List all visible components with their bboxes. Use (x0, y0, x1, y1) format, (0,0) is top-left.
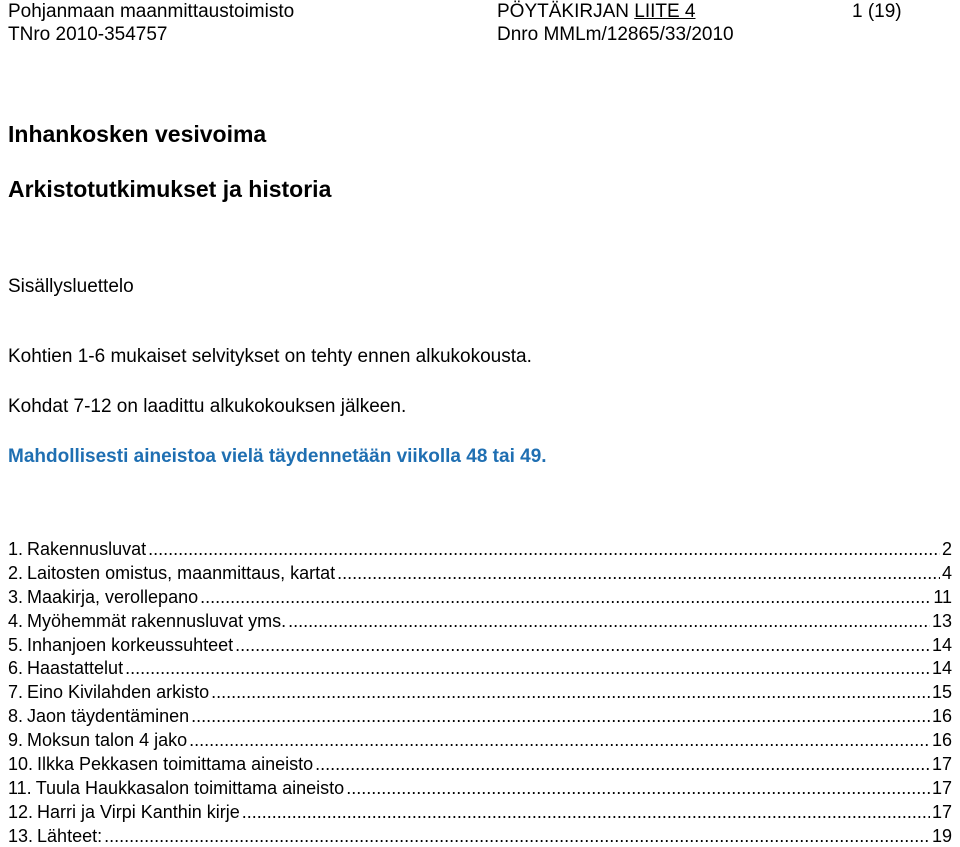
page-indicator: 1 (19) (852, 1, 902, 22)
toc-item-label: Maakirja, verollepano (27, 586, 199, 607)
appendix-link[interactable]: LIITE 4 (634, 1, 696, 22)
toc-item-label: Harri ja Virpi Kanthin kirje (37, 801, 240, 822)
intro-line-1: Kohtien 1-6 mukaiset selvitykset on tehty ennen alkukokousta. (8, 346, 532, 367)
toc-item-label: Lähteet: (37, 825, 103, 846)
toc-item[interactable] (8, 753, 952, 777)
toc-item-page: 17 (931, 801, 952, 822)
toc-dot-leader (288, 610, 930, 632)
toc-item-number: 13. (8, 825, 34, 846)
toc-item-page: 16 (931, 730, 952, 751)
toc-item-label: Rakennusluvat (27, 539, 147, 559)
toc-item-page: 11 (933, 586, 952, 607)
toc-item[interactable] (8, 801, 952, 825)
toc-item-number: 4. (8, 610, 24, 631)
toc-item-number: 7. (8, 682, 24, 703)
toc-item-label: Jaon täydentäminen (27, 706, 190, 727)
document-type-prefix: PÖYTÄKIRJAN (497, 1, 635, 22)
office-name: Pohjanmaan maanmittaustoimisto (8, 1, 295, 22)
toc-item-number: 10. (8, 754, 34, 775)
intro-note: Mahdollisesti aineistoa vielä täydennetään viikolla 48 tai 49. (8, 446, 547, 467)
document-type (497, 1, 696, 23)
toc-item-page: 17 (931, 754, 952, 775)
toc-item-page: 2 (941, 539, 952, 559)
toc-item-page: 16 (931, 706, 952, 727)
toc-item-number: 3. (8, 586, 24, 607)
intro-line-2: Kohdat 7-12 on laadittu alkukokouksen jälkeen. (8, 396, 407, 417)
toc-item-page: 19 (931, 825, 952, 846)
toc-dot-leader (235, 634, 930, 656)
toc-dot-leader (315, 753, 930, 775)
toc-heading: Sisällysluettelo (8, 276, 134, 297)
tno-number: TNro 2010-354757 (8, 24, 168, 45)
toc-item-number: 1. (8, 539, 24, 559)
toc-item-page: 15 (931, 682, 952, 703)
toc-dot-leader (200, 586, 931, 608)
toc-item[interactable] (8, 777, 952, 801)
toc-item[interactable] (8, 825, 952, 847)
toc-item-label: Haastattelut (27, 658, 124, 679)
toc-item[interactable] (8, 657, 952, 681)
toc-item-number: 8. (8, 706, 24, 727)
toc-item-number: 12. (8, 801, 34, 822)
toc-dot-leader (346, 777, 930, 799)
toc-item-number: 5. (8, 634, 24, 655)
toc-item-number: 11. (8, 777, 32, 798)
toc-item-page: 13 (931, 610, 952, 631)
toc-item-label: Laitosten omistus, maanmittaus, kartat (27, 562, 336, 583)
toc-item[interactable] (8, 610, 952, 634)
toc-dot-leader (148, 538, 940, 560)
toc-item-number: 2. (8, 562, 24, 583)
toc-item[interactable] (8, 562, 952, 586)
toc-item-label: Tuula Haukkasalon toimittama aineisto (35, 777, 345, 798)
toc-item-label: Ilkka Pekkasen toimittama aineisto (37, 754, 314, 775)
toc-item[interactable] (8, 538, 952, 562)
toc-item[interactable] (8, 729, 952, 753)
toc-item[interactable] (8, 705, 952, 729)
toc-item[interactable] (8, 634, 952, 658)
toc-item-label: Inhanjoen korkeussuhteet (27, 634, 234, 655)
dnro-number: Dnro MMLm/12865/33/2010 (497, 24, 734, 45)
document-title: Inhankosken vesivoima (8, 121, 267, 147)
toc-dot-leader (104, 825, 930, 847)
toc-item-page: 17 (931, 777, 952, 798)
toc-item-page: 4 (941, 562, 952, 583)
toc-dot-leader (242, 801, 930, 823)
document-subtitle: Arkistotutkimukset ja historia (8, 176, 332, 202)
toc-item[interactable] (8, 586, 952, 610)
toc-item-label: Moksun talon 4 jako (27, 730, 188, 751)
toc-dot-leader (125, 657, 930, 679)
toc-item-page: 14 (931, 658, 952, 679)
toc-dot-leader (211, 681, 930, 703)
toc-item-label: Eino Kivilahden arkisto (27, 682, 210, 703)
toc-item-label: Myöhemmät rakennusluvat yms. (27, 610, 287, 631)
toc-dot-leader (191, 705, 930, 727)
toc-item-number: 9. (8, 730, 24, 751)
table-of-contents (8, 538, 952, 847)
toc-item[interactable] (8, 681, 952, 705)
toc-item-number: 6. (8, 658, 24, 679)
toc-dot-leader (189, 729, 930, 751)
toc-item-page: 14 (931, 634, 952, 655)
toc-dot-leader (337, 562, 940, 584)
